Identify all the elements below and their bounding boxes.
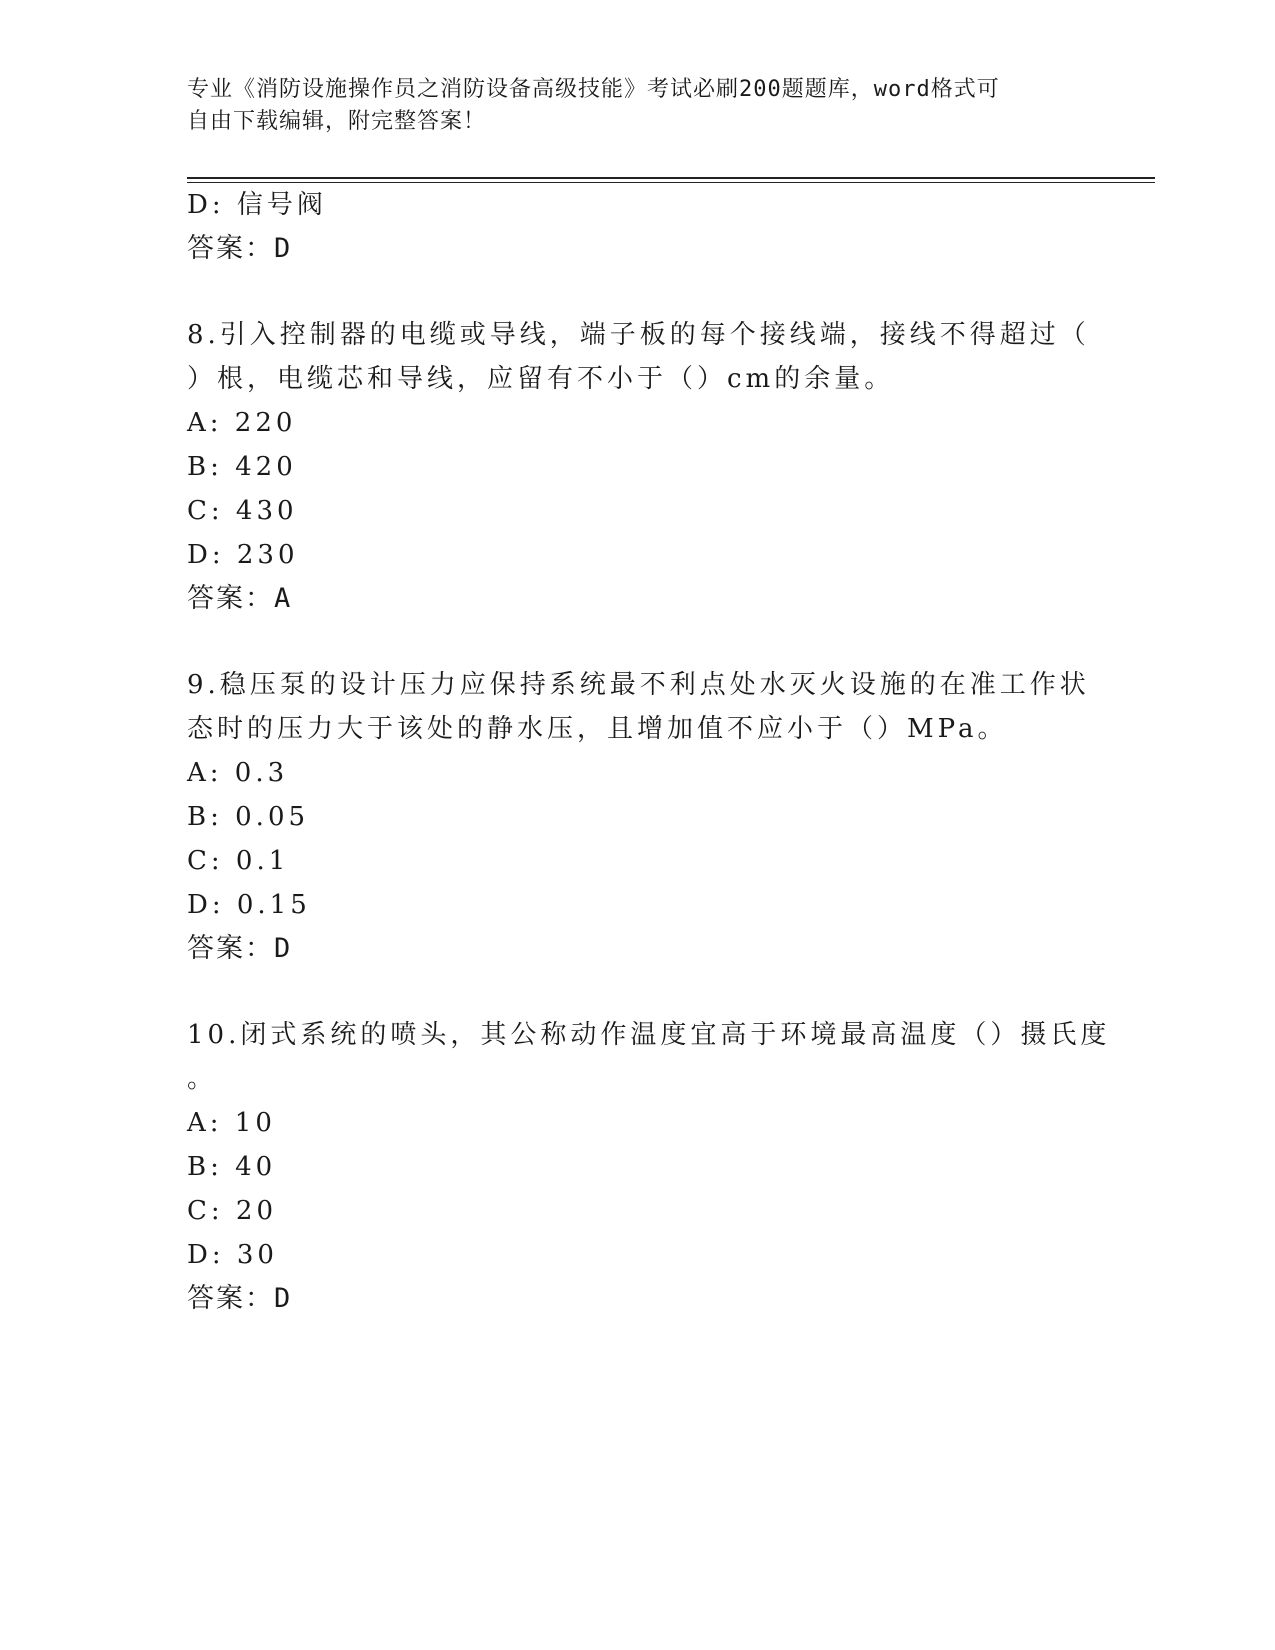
- q8-option-c: C: 430: [187, 496, 298, 526]
- q10-stem-line-1: 10.闭式系统的喷头，其公称动作温度宜高于环境最高温度（）摄氏度: [187, 1020, 1111, 1050]
- q8-answer: 答案：A: [187, 583, 293, 614]
- header-divider-thin: [187, 182, 1155, 183]
- q8-option-a: A: 220: [187, 408, 297, 438]
- q9-option-a: A: 0.3: [187, 758, 289, 788]
- q8-stem-line-2: ）根，电缆芯和导线，应留有不小于（）cm的余量。: [187, 364, 895, 394]
- header-line-1: 专业《消防设施操作员之消防设备高级技能》考试必刷200题题库，word格式可: [187, 77, 1000, 102]
- document-header: [187, 74, 1067, 138]
- prev-option-d: D: 信号阀: [187, 190, 327, 220]
- q10-option-d: D: 30: [187, 1240, 278, 1270]
- q9-option-c: C: 0.1: [187, 846, 290, 876]
- q10-option-b: B: 40: [187, 1152, 277, 1182]
- q8-option-b: B: 420: [187, 452, 297, 482]
- q10-stem-line-2: 。: [187, 1064, 218, 1094]
- header-line-2: 自由下载编辑，附完整答案！: [187, 109, 487, 134]
- q8-stem-line-1: 8.引入控制器的电缆或导线，端子板的每个接线端，接线不得超过（: [187, 320, 1090, 350]
- prev-answer: 答案：D: [187, 233, 293, 264]
- q9-option-d: D: 0.15: [187, 890, 311, 920]
- q9-option-b: B: 0.05: [187, 802, 310, 832]
- q9-stem-line-2: 态时的压力大于该处的静水压，且增加值不应小于（）MPa。: [187, 714, 1008, 744]
- q10-answer: 答案：D: [187, 1283, 293, 1314]
- header-divider-thick: [187, 177, 1155, 179]
- q8-option-d: D: 230: [187, 540, 299, 570]
- q10-option-a: A: 10: [187, 1108, 276, 1138]
- q9-stem-line-1: 9.稳压泵的设计压力应保持系统最不利点处水灭火设施的在准工作状: [187, 670, 1090, 700]
- q9-answer: 答案：D: [187, 933, 293, 964]
- q10-option-c: C: 20: [187, 1196, 278, 1226]
